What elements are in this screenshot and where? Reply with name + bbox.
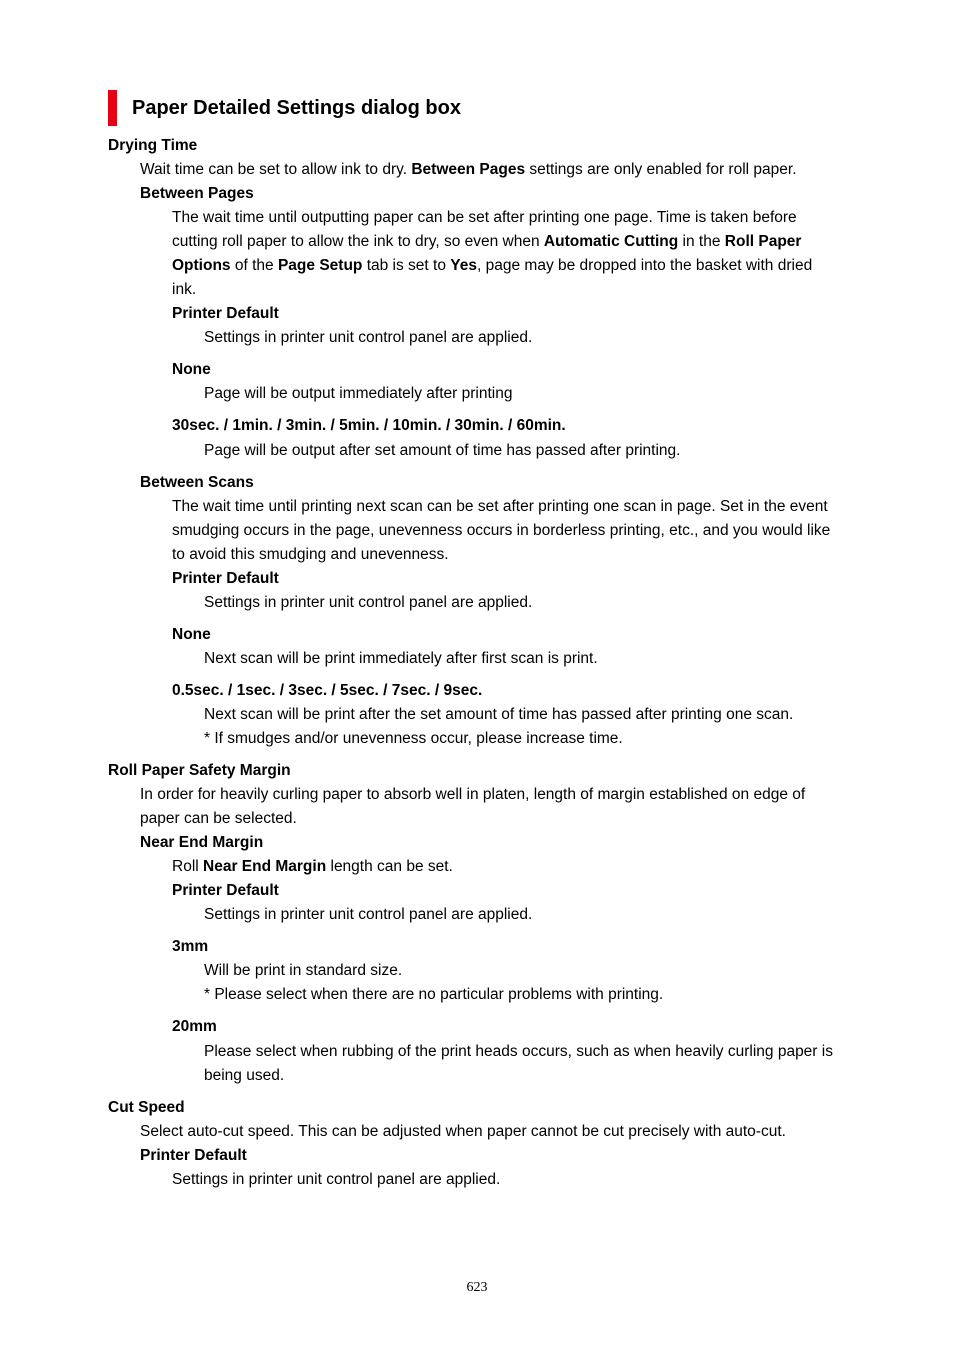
option-label: None bbox=[172, 626, 211, 643]
option-label: 0.5sec. / 1sec. / 3sec. / 5sec. / 7sec. / 9sec. bbox=[172, 682, 483, 699]
between-pages-description-line: The wait time until outputting paper can be set after printing one page. Time is taken before bbox=[172, 209, 797, 226]
option-description: being used. bbox=[204, 1067, 285, 1084]
option-description: Next scan will be print after the set amount of time has passed after printing one scan. bbox=[204, 706, 794, 723]
option-description: Settings in printer unit control panel are applied. bbox=[204, 329, 533, 346]
option-note: * Please select when there are no particular problems with printing. bbox=[204, 986, 664, 1003]
page-title: Paper Detailed Settings dialog box bbox=[132, 96, 461, 119]
subsection-heading-near-end-margin: Near End Margin bbox=[140, 834, 264, 851]
subsection-heading-between-pages: Between Pages bbox=[140, 185, 254, 202]
safety-margin-description-line: In order for heavily curling paper to absorb well in platen, length of margin established on edge of bbox=[140, 786, 806, 803]
page-heading bbox=[108, 90, 461, 126]
drying-time-description: Wait time can be set to allow ink to dry. Between Pages settings are only enabled for roll paper. bbox=[140, 161, 797, 178]
option-description: Will be print in standard size. bbox=[204, 962, 403, 979]
option-description: Settings in printer unit control panel are applied. bbox=[204, 594, 533, 611]
option-label: Printer Default bbox=[172, 305, 279, 322]
section-heading-cut-speed: Cut Speed bbox=[108, 1099, 185, 1116]
between-pages-description-line: ink. bbox=[172, 281, 197, 298]
subsection-heading-between-scans: Between Scans bbox=[140, 474, 254, 491]
option-label: 3mm bbox=[172, 938, 209, 955]
option-label: None bbox=[172, 361, 211, 378]
section-heading-drying-time: Drying Time bbox=[108, 137, 198, 154]
option-description: Settings in printer unit control panel are applied. bbox=[172, 1171, 501, 1188]
near-end-margin-description: Roll Near End Margin length can be set. bbox=[172, 858, 453, 875]
between-scans-description-line: smudging occurs in the page, unevenness occurs in borderless printing, etc., and you would like bbox=[172, 522, 831, 539]
option-label: Printer Default bbox=[140, 1147, 247, 1164]
safety-margin-description-line: paper can be selected. bbox=[140, 810, 297, 827]
option-note: * If smudges and/or unevenness occur, please increase time. bbox=[204, 730, 623, 747]
page-number: 623 bbox=[466, 1280, 488, 1295]
option-label: 30sec. / 1min. / 3min. / 5min. / 10min. / 30min. / 60min. bbox=[172, 417, 566, 434]
option-label: 20mm bbox=[172, 1018, 217, 1035]
option-description: Please select when rubbing of the print heads occurs, such as when heavily curling paper is bbox=[204, 1043, 833, 1060]
between-pages-description-line: cutting roll paper to allow the ink to dry, so even when Automatic Cutting in the Roll Paper bbox=[172, 233, 802, 250]
heading-accent-bar bbox=[108, 90, 117, 126]
option-description: Next scan will be print immediately after first scan is print. bbox=[204, 650, 598, 667]
option-description: Settings in printer unit control panel are applied. bbox=[204, 906, 533, 923]
between-scans-description-line: The wait time until printing next scan can be set after printing one scan in page. Set in the event bbox=[172, 498, 828, 515]
section-heading-roll-paper-safety-margin: Roll Paper Safety Margin bbox=[108, 762, 291, 779]
option-description: Page will be output immediately after printing bbox=[204, 385, 513, 402]
between-pages-description-line: Options of the Page Setup tab is set to Yes, page may be dropped into the basket with dried bbox=[172, 257, 813, 274]
option-label: Printer Default bbox=[172, 882, 279, 899]
option-label: Printer Default bbox=[172, 570, 279, 587]
cut-speed-description: Select auto-cut speed. This can be adjusted when paper cannot be cut precisely with auto-cut. bbox=[140, 1123, 786, 1140]
between-scans-description-line: to avoid this smudging and unevenness. bbox=[172, 546, 449, 563]
option-description: Page will be output after set amount of time has passed after printing. bbox=[204, 442, 681, 459]
